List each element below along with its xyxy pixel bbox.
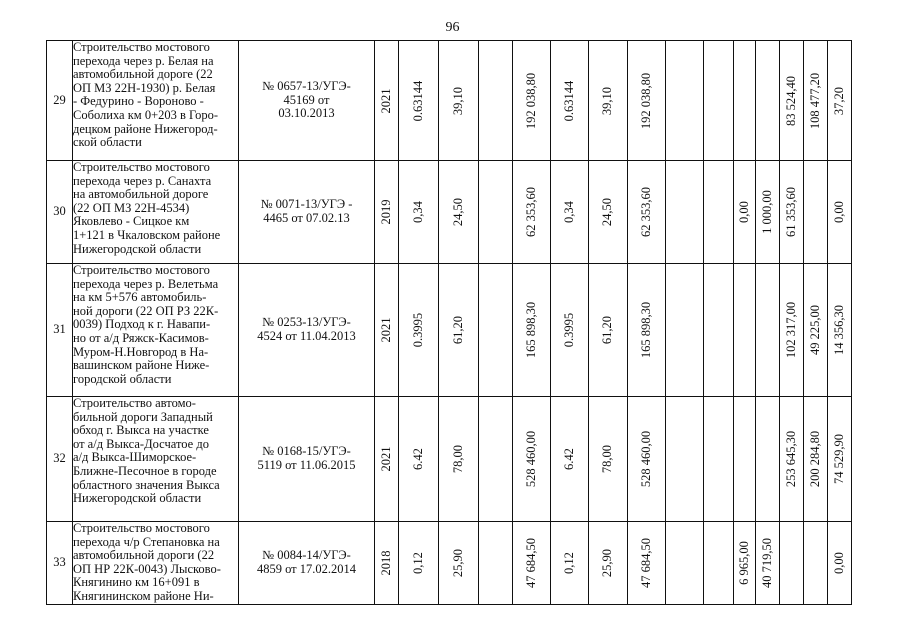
empty-cell	[479, 161, 513, 264]
year-cell	[375, 397, 399, 522]
sum-cell	[628, 397, 666, 522]
year-cell	[375, 41, 399, 161]
year-cell	[375, 522, 399, 605]
year-cell-value: 2019	[378, 199, 393, 225]
row-number: 32	[47, 397, 73, 522]
row-number: 29	[47, 41, 73, 161]
table-row	[47, 397, 852, 522]
fin-cell-value: 1 000,00	[759, 190, 774, 234]
cost-cell-value: 78,00	[600, 444, 615, 474]
fin-cell	[804, 41, 828, 161]
fin-cell-value: 74 529,90	[831, 434, 846, 484]
fin-cell-value: 253 645,30	[783, 430, 798, 488]
year-cell-value: 2021	[378, 446, 393, 472]
fin-cell-value: 14 356,30	[831, 305, 846, 355]
fin-cell	[734, 264, 756, 397]
empty-cell	[479, 41, 513, 161]
length-cell-value: 0,34	[561, 201, 576, 223]
year-cell	[375, 161, 399, 264]
project-name: Строительство автомо- бильной дороги Западный обход г. Выкса на участке от а/д Выкса-Досчатое до а/д Выкса-Шиморское- Ближне-Песочное в городе областного значения Выкса Нижегородской области	[73, 397, 239, 522]
fin-cell-value: 49 225,00	[807, 305, 822, 355]
cost-cell	[439, 522, 479, 605]
cost-cell	[439, 264, 479, 397]
empty-cell	[666, 397, 704, 522]
empty-cell	[666, 264, 704, 397]
fin-cell	[780, 161, 804, 264]
project-name: Строительство мостового перехода через р. Санахта на автомобильной дороге (22 ОП МЗ 22Н-4534) Яковлево - Сицкое км 1+121 в Чкаловском районе Нижегородской области	[73, 161, 239, 264]
length-cell	[399, 41, 439, 161]
empty-cell	[666, 161, 704, 264]
sum-cell-value: 528 460,00	[638, 430, 653, 488]
fin-cell-value: 37,20	[831, 86, 846, 115]
year-cell-value: 2021	[378, 88, 393, 113]
project-name: Строительство мостового перехода через р. Велетьма на км 5+576 автомобиль- ной дороги (22 ОП РЗ 22К- 0039) Подход к г. Навапи- но от а/д Ряжск-Касимов- Муром-Н.Новгород в На- вашинском районе Ниже- городской области	[73, 264, 239, 397]
table-row	[47, 161, 852, 264]
fin-cell	[828, 522, 852, 605]
year-cell-value: 2021	[378, 317, 393, 343]
length-cell	[551, 41, 589, 161]
table-row	[47, 522, 852, 605]
fin-cell	[704, 522, 734, 605]
fin-cell-value: 0,00	[831, 201, 846, 223]
fin-cell	[756, 522, 780, 605]
sum-cell	[628, 161, 666, 264]
fin-cell	[780, 41, 804, 161]
page-number: 96	[445, 20, 460, 35]
length-cell-value: 0,12	[561, 551, 576, 574]
length-cell	[399, 522, 439, 605]
fin-cell	[780, 522, 804, 605]
expertise-document: № 0168-15/УГЭ- 5119 от 11.06.2015	[239, 397, 375, 522]
cost-cell-value: 39,10	[600, 86, 615, 115]
sum-cell-value: 62 353,60	[638, 187, 653, 237]
sum-cell-value: 165 898,30	[523, 301, 538, 359]
row-number: 31	[47, 264, 73, 397]
sum-cell-value: 192 038,80	[523, 72, 538, 129]
fin-cell	[804, 264, 828, 397]
fin-cell	[704, 397, 734, 522]
sum-cell	[628, 264, 666, 397]
cost-cell	[589, 161, 628, 264]
fin-cell-value: 6 965,00	[736, 540, 751, 585]
row-number: 30	[47, 161, 73, 264]
cost-cell-value: 39,10	[450, 86, 465, 115]
sum-cell	[513, 397, 551, 522]
table-row	[47, 264, 852, 397]
sum-cell	[513, 264, 551, 397]
fin-cell-value: 83 524,40	[783, 75, 798, 126]
cost-cell-value: 24,50	[600, 197, 615, 227]
cost-cell-value: 25,90	[450, 548, 465, 577]
length-cell	[399, 264, 439, 397]
fin-cell	[804, 161, 828, 264]
empty-cell	[666, 522, 704, 605]
table-row	[47, 41, 852, 161]
projects-table	[46, 40, 852, 605]
cost-cell-value: 25,90	[600, 548, 615, 577]
fin-cell	[734, 397, 756, 522]
fin-cell-value: 102 317,00	[783, 301, 798, 359]
sum-cell	[513, 41, 551, 161]
cost-cell-value: 78,00	[450, 444, 465, 474]
cost-cell	[439, 41, 479, 161]
length-cell-value: 0.63144	[561, 80, 576, 121]
sum-cell-value: 47 684,50	[638, 537, 653, 588]
fin-cell-value: 61 353,60	[783, 187, 798, 237]
length-cell-value: 6.42	[561, 448, 576, 470]
fin-cell-value: 200 284,80	[807, 430, 822, 488]
length-cell-value: 0.63144	[410, 80, 425, 121]
length-cell-value: 6.42	[410, 448, 425, 470]
fin-cell	[804, 397, 828, 522]
sum-cell-value: 47 684,50	[523, 537, 538, 588]
length-cell	[551, 397, 589, 522]
cost-cell	[589, 264, 628, 397]
sum-cell	[513, 161, 551, 264]
cost-cell	[439, 397, 479, 522]
length-cell-value: 0,34	[410, 201, 425, 223]
fin-cell	[828, 397, 852, 522]
fin-cell	[734, 522, 756, 605]
sum-cell	[628, 522, 666, 605]
fin-cell	[804, 522, 828, 605]
expertise-document: № 0084-14/УГЭ- 4859 от 17.02.2014	[239, 522, 375, 605]
cost-cell	[589, 397, 628, 522]
cost-cell-value: 24,50	[450, 197, 465, 227]
length-cell	[551, 264, 589, 397]
fin-cell	[756, 41, 780, 161]
empty-cell	[666, 41, 704, 161]
empty-cell	[479, 397, 513, 522]
cost-cell	[589, 41, 628, 161]
fin-cell-value: 40 719,50	[759, 537, 774, 588]
project-name: Строительство мостового перехода ч/р Степановка на автомобильной дороги (22 ОП НР 22К-0043) Лысково- Княгинино км 16+091 в Княгининском районе Ни-	[73, 522, 239, 605]
fin-cell	[704, 161, 734, 264]
length-cell	[399, 397, 439, 522]
fin-cell	[828, 41, 852, 161]
fin-cell-value: 0,00	[736, 201, 751, 223]
cost-cell-value: 61,20	[600, 315, 615, 345]
sum-cell	[513, 522, 551, 605]
fin-cell	[780, 264, 804, 397]
fin-cell	[756, 161, 780, 264]
cost-cell	[439, 161, 479, 264]
sum-cell-value: 528 460,00	[523, 430, 538, 488]
sum-cell-value: 165 898,30	[638, 301, 653, 359]
expertise-document: № 0657-13/УГЭ- 45169 от 03.10.2013	[239, 41, 375, 161]
fin-cell	[828, 161, 852, 264]
year-cell	[375, 264, 399, 397]
fin-cell	[704, 41, 734, 161]
cost-cell	[589, 522, 628, 605]
fin-cell	[704, 264, 734, 397]
sum-cell-value: 62 353,60	[523, 187, 538, 237]
expertise-document: № 0071-13/УГЭ - 4465 от 07.02.13	[239, 161, 375, 264]
fin-cell-value: 108 477,20	[807, 72, 822, 129]
sum-cell-value: 192 038,80	[638, 72, 653, 129]
fin-cell	[756, 264, 780, 397]
fin-cell-value: 0,00	[831, 551, 846, 574]
sum-cell	[628, 41, 666, 161]
year-cell-value: 2018	[378, 550, 393, 576]
project-name: Строительство мостового перехода через р. Белая на автомобильной дороге (22 ОП МЗ 22Н-1930) р. Белая - Федурино - Вороново - Соболиха км 0+203 в Горо- децком районе Нижегород- ской области	[73, 41, 239, 161]
fin-cell	[780, 397, 804, 522]
length-cell-value: 0.3995	[410, 312, 425, 348]
length-cell-value: 0,12	[410, 551, 425, 574]
empty-cell	[479, 264, 513, 397]
length-cell	[551, 161, 589, 264]
fin-cell	[828, 264, 852, 397]
fin-cell	[734, 41, 756, 161]
length-cell-value: 0.3995	[561, 312, 576, 348]
cost-cell-value: 61,20	[450, 315, 465, 345]
fin-cell	[756, 397, 780, 522]
row-number: 33	[47, 522, 73, 605]
length-cell	[551, 522, 589, 605]
length-cell	[399, 161, 439, 264]
empty-cell	[479, 522, 513, 605]
fin-cell	[734, 161, 756, 264]
expertise-document: № 0253-13/УГЭ- 4524 от 11.04.2013	[239, 264, 375, 397]
